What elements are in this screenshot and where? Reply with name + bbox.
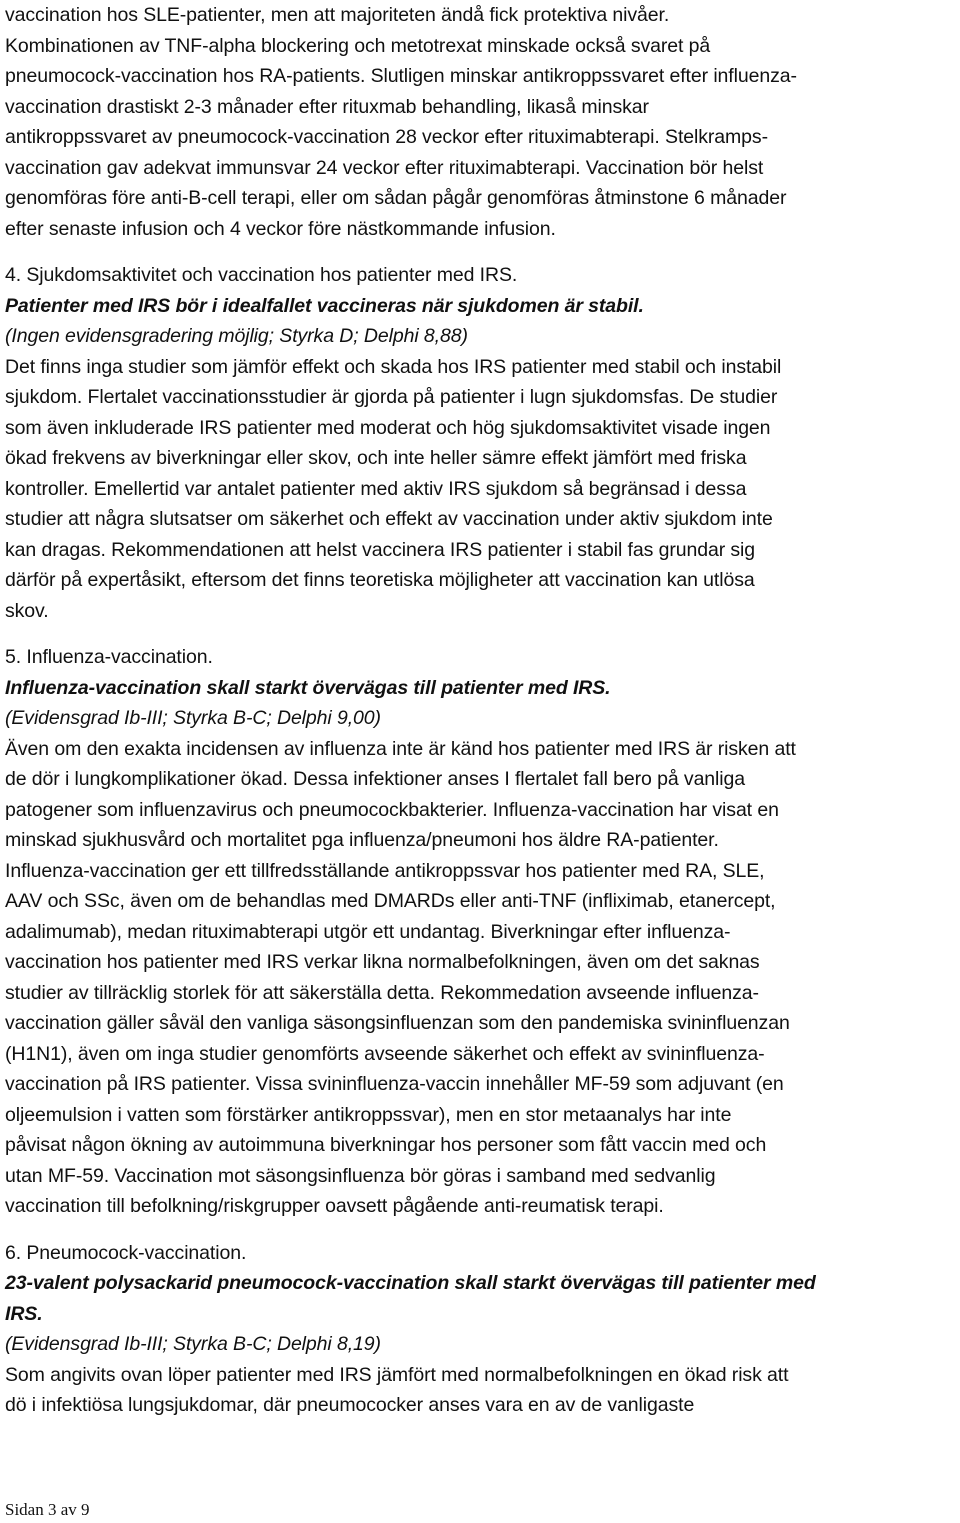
text-line: de dör i lungkomplikationer ökad. Dessa infektioner anses I flertalet fall bero på vanliga <box>5 768 746 790</box>
text-line: pneumocock-vaccination hos RA-patients. Slutligen minskar antikroppssvaret efter influenza- <box>5 65 797 87</box>
recommendation: Patienter med IRS bör i idealfallet vaccineras när sjukdomen är stabil. <box>5 294 644 317</box>
text-line: påvisat någon ökning av autoimmuna biverkningar hos personer som fått vaccin med och <box>5 1134 767 1156</box>
evidence-grade: (Evidensgrad Ib-III; Styrka B-C; Delphi 9,00) <box>5 707 381 729</box>
text-line: vaccination till befolkning/riskgrupper oavsett pågående anti-reumatisk terapi. <box>5 1195 664 1217</box>
section-4 <box>5 260 953 626</box>
section-heading: 5. Influenza-vaccination. <box>5 646 213 668</box>
text-line: antikroppssvaret av pneumocock-vaccination 28 veckor efter rituximabterapi. Stelkramps- <box>5 126 768 148</box>
text-line: sjukdom. Flertalet vaccinationsstudier är gjorda på patienter i lugn sjukdomsfas. De studier <box>5 386 778 408</box>
text-line: vaccination på IRS patienter. Vissa svininfluenza-vaccin innehåller MF-59 som adjuvant (en <box>5 1073 784 1095</box>
text-line: Det finns inga studier som jämför effekt och skada hos IRS patienter med stabil och instabil <box>5 355 782 378</box>
text-line: adalimumab), medan rituximabterapi utgör ett undantag. Biverkningar efter influenza- <box>5 920 731 943</box>
document-page <box>5 0 953 1421</box>
text-line: kan dragas. Rekommendationen att helst vaccinera IRS patienter i stabil fas grundar sig <box>5 538 756 561</box>
section-heading: 4. Sjukdomsaktivitet och vaccination hos patienter med IRS. <box>5 264 518 286</box>
paragraph-spacer <box>5 1222 953 1238</box>
text-line: vaccination drastiskt 2-3 månader efter rituxmab behandling, likaså minskar <box>5 95 649 118</box>
text-line: efter senaste infusion och 4 veckor före nästkommande infusion. <box>5 217 556 240</box>
text-line: vaccination gav adekvat immunsvar 24 veckor efter rituximabterapi. Vaccination bör helst <box>5 156 764 179</box>
text-line: dö i infektiösa lungsjukdomar, där pneumococker anses vara en av de vanligaste <box>5 1394 695 1416</box>
evidence-grade: (Evidensgrad Ib-III; Styrka B-C; Delphi 8,19) <box>5 1333 381 1355</box>
text-line: oljeemulsion i vatten som förstärker antikroppssvar), men en stor metaanalys har inte <box>5 1103 732 1126</box>
evidence-grade: (Ingen evidensgradering möjlig; Styrka D; Delphi 8,88) <box>5 325 468 347</box>
paragraph-spacer <box>5 244 953 260</box>
text-line: genomföras före anti-B-cell terapi, eller om sådan pågår genomföras åtminstone 6 månader <box>5 187 787 209</box>
text-line: vaccination hos SLE-patienter, men att majoriteten ändå fick protektiva nivåer. <box>5 4 670 26</box>
text-line: vaccination hos patienter med IRS verkar likna normalbefolkningen, även om det saknas <box>5 951 760 973</box>
text-line: patogener som influenzavirus och pneumocockbakterier. Influenza-vaccination har visat en <box>5 798 779 821</box>
text-line: som även inkluderade IRS patienter med moderat och hög sjukdomsaktivitet visade ingen <box>5 416 771 439</box>
text-line: Även om den exakta incidensen av influenza inte är känd hos patienter med IRS är risken att <box>5 737 796 760</box>
text-line: utan MF-59. Vaccination mot säsongsinfluenza bör göras i samband med sedvanlig <box>5 1164 716 1187</box>
section-heading: 6. Pneumocock-vaccination. <box>5 1241 247 1264</box>
text-line: Influenza-vaccination ger ett tillfredsställande antikroppssvar hos patienter med RA, SLE, <box>5 859 765 882</box>
text-line: därför på expertåsikt, eftersom det finns teoretiska möjligheter att vaccination kan utlösa <box>5 569 755 591</box>
paragraph-spacer <box>5 626 953 642</box>
text-line: (H1N1), även om inga studier genomförts avseende säkerhet och effekt av svininfluenza- <box>5 1042 765 1065</box>
section-6 <box>5 1238 953 1421</box>
text-line: AAV och SSc, även om de behandlas med DMARDs eller anti-TNF (infliximab, etanercept, <box>5 890 776 912</box>
recommendation: Influenza-vaccination skall starkt övervägas till patienter med IRS. <box>5 676 611 699</box>
section-5 <box>5 642 953 1222</box>
page-footer <box>5 1500 90 1520</box>
text-line: kontroller. Emellertid var antalet patienter med aktiv IRS sjukdom så begränsad i dessa <box>5 477 747 500</box>
recommendation: IRS. <box>5 1302 43 1325</box>
text-line: minskad sjukhusvård och mortalitet pga influenza/pneumoni hos äldre RA-patienter. <box>5 829 719 851</box>
text-line: vaccination gäller såväl den vanliga säsongsinfluenzan som den pandemiska svininfluenzan <box>5 1012 790 1034</box>
intro-paragraph <box>5 0 953 244</box>
text-line: ökad frekvens av biverkningar eller skov, och inte heller sämre effekt jämfört med friska <box>5 447 747 469</box>
page-number: Sidan 3 av 9 <box>5 1500 90 1519</box>
text-line: studier att några slutsatser om säkerhet och effekt av vaccination under aktiv sjukdom inte <box>5 508 773 530</box>
text-line: studier av tillräcklig storlek för att säkerställa detta. Rekommedation avseende influenza- <box>5 981 759 1004</box>
text-line: skov. <box>5 599 49 622</box>
recommendation: 23-valent polysackarid pneumocock-vaccination skall starkt övervägas till patienter med <box>5 1272 816 1294</box>
text-line: Kombinationen av TNF-alpha blockering och metotrexat minskade också svaret på <box>5 34 711 57</box>
text-line: Som angivits ovan löper patienter med IRS jämfört med normalbefolkningen en ökad risk att <box>5 1363 789 1386</box>
